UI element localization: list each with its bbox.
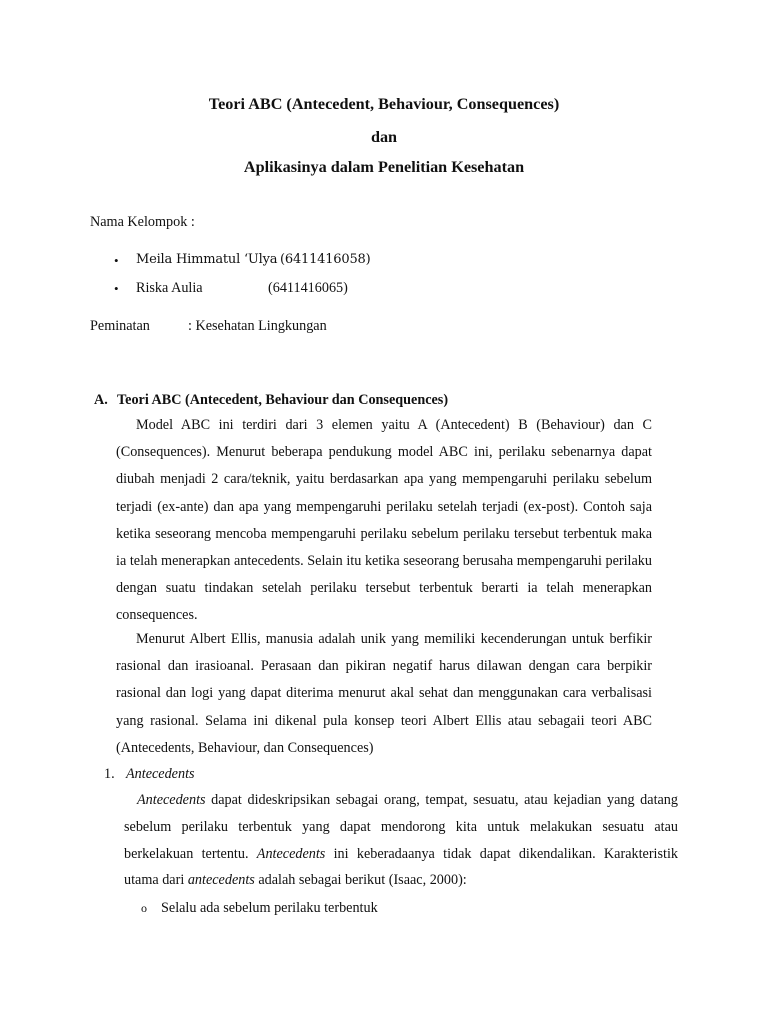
member-name: Meila Himmatul ‘Ulya (136, 252, 278, 267)
paragraph-text: adalah sebagai berikut (Isaac, 2000): (254, 872, 467, 889)
member-id: (6411416058) (280, 252, 371, 267)
title-line-2: dan (370, 128, 398, 146)
list-item: Selalu ada sebelum perilaku terbentuk (161, 900, 378, 916)
italic-term: Antecedents (137, 792, 206, 808)
paragraph-text: ini keberadaanya tidak dapat dikendalikan. Karakteristik utama dari (124, 845, 678, 889)
member-id: (6411416065) (268, 280, 348, 296)
title-line-3: Aplikasinya dalam Penelitian Kesehatan (243, 158, 525, 176)
bullet-icon: • (114, 281, 119, 296)
bullet-icon: • (114, 253, 119, 268)
peminatan-value: : Kesehatan Lingkungan (188, 318, 327, 334)
italic-term: antecedents (187, 872, 255, 889)
section-a-paragraph-1 (116, 412, 652, 630)
group-label: Nama Kelompok : (90, 214, 195, 230)
circle-bullet-icon: o (141, 901, 147, 915)
subsection-1-paragraph (124, 787, 678, 894)
section-a-paragraph-2 (116, 626, 652, 762)
paragraph-text: Menurut Albert Ellis, manusia adalah unik yang memiliki kecenderungan untuk berfikir rasional dan irasioanal. Perasaan dan pikiran negatif harus dilawan dengan cara berpikir rasional dan logi yang dapat diterima menurut akal sehat dan menggunakan cara verbalisasi yang rasional. Selama ini dikenal pula konsep teori Albert Ellis atau sebagaii teori ABC (Antecedents, Behaviour, dan Consequences) (116, 631, 652, 756)
peminatan-label: Peminatan (90, 318, 150, 334)
paragraph-text: Model ABC ini terdiri dari 3 elemen yaitu A (Antecedent) B (Behaviour) dan C (Consequences). Menurut beberapa pendukung model ABC ini, perilaku sebenarnya dapat diubah menjadi 2 cara/teknik, yaitu berdasarkan apa yang mempengaruhi perilaku sebelum terjadi (ex-ante) dan apa yang mempengaruhi perilaku setelah terjadi (ex-post). Contoh saja ketika seseorang mencoba mempengaruhi perilaku sebelum perilaku tersebut terbentuk maka ia telah menerapkan antecedents. Selain itu ketika seseorang berusaha mempengaruhi perilaku dengan suatu tindakan setelah perilaku tersebut terbentuk berarti ia telah menerapkan consequences. (116, 417, 652, 624)
paragraph-text: dapat dideskripsikan sebagai orang, tempat, sesuatu, atau kejadian yang datang sebelum perilaku terbentuk yang dapat mendorong kita untuk melakukan sesuatu atau berkelakuan tertentu. (124, 792, 678, 862)
subsection-1-marker: 1. (104, 766, 115, 782)
subsection-1-heading: Antecedents (126, 766, 195, 782)
section-a-marker: A. (94, 392, 108, 408)
italic-term: Antecedents (256, 845, 326, 862)
member-name: Riska Aulia (136, 280, 203, 296)
title-line-1: Teori ABC (Antecedent, Behaviour, Consequences) (208, 95, 560, 113)
section-a-heading: Teori ABC (Antecedent, Behaviour dan Consequences) (117, 392, 449, 408)
